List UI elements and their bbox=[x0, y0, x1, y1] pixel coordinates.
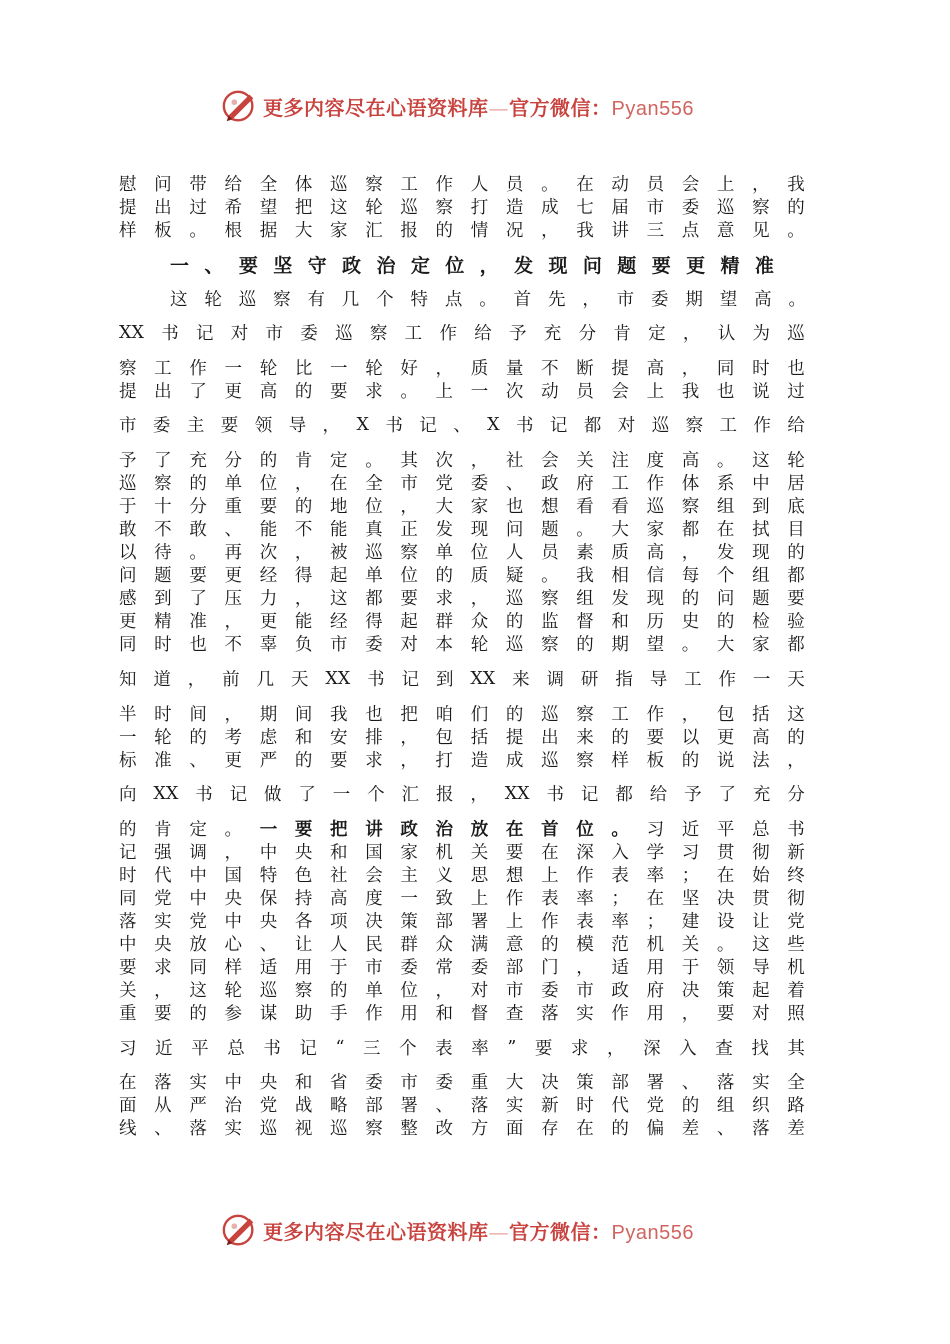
text-line: 向 XX 书 记 做 了 一 个 汇 报 ， XX 书 记 都 给 予 了 充 分 bbox=[119, 783, 805, 805]
text-line: 提 出 了 更 高 的 要 求 。 上 一 次 动 员 会 上 我 也 说 过 bbox=[119, 382, 805, 402]
text-line: 巡 察 的 单 位 ， 在 全 市 党 委 、 政 府 工 作 体 系 中 居 bbox=[119, 474, 805, 494]
banner-contact: 官方微信： bbox=[509, 95, 612, 120]
banner-account: Pyan556 bbox=[611, 1221, 694, 1244]
text-line: 线 、 落 实 巡 视 巡 察 整 改 方 面 存 在 的 偏 差 、 落 差 bbox=[119, 1119, 805, 1139]
text-line: 中 央 放 心 、 让 人 民 群 众 满 意 的 模 范 机 关 。 这 些 bbox=[119, 935, 805, 955]
text-line: 落 实 党 中 央 各 项 决 策 部 署 上 作 表 率 ； 建 设 让 党 bbox=[119, 912, 805, 932]
text-line: 时 代 中 国 特 色 社 会 主 义 思 想 上 作 表 率 ； 在 始 终 bbox=[119, 866, 805, 886]
text-line: 的 肯 定 。 一 要 把 讲 政 治 放 在 首 位 。 习 近 平 总 书 bbox=[119, 820, 805, 840]
text-line: 以 待 。 再 次 ， 被 巡 察 单 位 人 员 素 质 高 ， 发 现 的 bbox=[119, 543, 805, 563]
text-line: 市 委 主 要 领 导 ， X 书 记 、 X 书 记 都 对 巡 察 工 作 给 bbox=[119, 414, 805, 436]
text-line: 同 时 也 不 辜 负 市 委 对 本 轮 巡 察 的 期 望 。 大 家 都 bbox=[119, 635, 805, 655]
text-line: 敢 不 敢 、 能 不 能 真 正 发 现 问 题 。 大 家 都 在 拭 目 bbox=[119, 520, 805, 540]
text-line: 更 精 准 ， 更 能 经 得 起 群 众 的 监 督 和 历 史 的 检 验 bbox=[119, 612, 805, 632]
banner-title: 更多内容尽在心语资料库 bbox=[263, 1219, 489, 1244]
section-heading: 一 、 要 坚 守 政 治 定 位 ， 发 现 问 题 要 更 精 准 bbox=[170, 255, 774, 277]
text-line: 问 题 要 更 经 得 起 单 位 的 质 疑 。 我 相 信 每 个 组 都 bbox=[119, 566, 805, 586]
text-line: 半 时 间 ， 期 间 我 也 把 咱 们 的 巡 察 工 作 ， 包 括 这 bbox=[119, 705, 805, 725]
text-line: XX 书 记 对 市 委 巡 察 工 作 给 予 充 分 肯 定 ， 认 为 巡 bbox=[119, 322, 805, 344]
text-line: 标 准 、 更 严 的 要 求 ， 打 造 成 巡 察 样 板 的 说 法 ， bbox=[119, 751, 805, 771]
banner-account: Pyan556 bbox=[611, 97, 694, 120]
text-line: 知 道 ， 前 几 天 XX 书 记 到 XX 来 调 研 指 导 工 作 一 天 bbox=[119, 668, 805, 690]
text-line: 记 强 调 ， 中 央 和 国 家 机 关 要 在 深 入 学 习 贯 彻 新 bbox=[119, 843, 805, 863]
banner-separator: — bbox=[488, 1219, 509, 1244]
pen-logo-icon bbox=[221, 87, 259, 125]
pen-logo-icon bbox=[221, 1211, 259, 1249]
text-line: 习 近 平 总 书 记 “ 三 个 表 率 ” 要 求 ， 深 入 查 找 其 bbox=[119, 1037, 805, 1059]
text-line: 察 工 作 一 轮 比 一 轮 好 ， 质 量 不 断 提 高 ， 同 时 也 bbox=[119, 359, 805, 379]
text-line: 样 板 。 根 据 大 家 汇 报 的 情 况 ， 我 讲 三 点 意 见 。 bbox=[119, 221, 805, 241]
banner-title: 更多内容尽在心语资料库 bbox=[263, 95, 489, 120]
text-line: 予 了 充 分 的 肯 定 。 其 次 ， 社 会 关 注 度 高 。 这 轮 bbox=[119, 451, 805, 471]
header-banner bbox=[0, 84, 950, 128]
text-line: 在 落 实 中 央 和 省 委 市 委 重 大 决 策 部 署 、 落 实 全 bbox=[119, 1073, 805, 1093]
text-line: 慰 问 带 给 全 体 巡 察 工 作 人 员 。 在 动 员 会 上 ， 我 bbox=[119, 175, 805, 195]
text-line: 一 轮 的 考 虑 和 安 排 ， 包 括 提 出 来 的 要 以 更 高 的 bbox=[119, 728, 805, 748]
text-line: 面 从 严 治 党 战 略 部 署 、 落 实 新 时 代 党 的 组 织 路 bbox=[119, 1096, 805, 1116]
footer-banner bbox=[0, 1208, 950, 1252]
text-line: 感 到 了 压 力 ， 这 都 要 求 ， 巡 察 组 发 现 的 问 题 要 bbox=[119, 589, 805, 609]
text-line: 同 党 中 央 保 持 高 度 一 致 上 作 表 率 ； 在 坚 决 贯 彻 bbox=[119, 889, 805, 909]
text-line: 关 ， 这 轮 巡 察 的 单 位 ， 对 市 委 市 政 府 决 策 起 着 bbox=[119, 981, 805, 1001]
text-line: 提 出 过 希 望 把 这 轮 巡 察 打 造 成 七 届 市 委 巡 察 的 bbox=[119, 198, 805, 218]
text-line: 于 十 分 重 要 的 地 位 ， 大 家 也 想 看 看 巡 察 组 到 底 bbox=[119, 497, 805, 517]
banner-contact: 官方微信： bbox=[509, 1219, 612, 1244]
text-line: 要 求 同 样 适 用 于 市 委 常 委 部 门 ， 适 用 于 领 导 机 bbox=[119, 958, 805, 978]
text-line: 重 要 的 参 谋 助 手 作 用 和 督 查 落 实 作 用 ， 要 对 照 bbox=[119, 1004, 805, 1024]
banner-separator: — bbox=[488, 95, 509, 120]
text-line: 这 轮 巡 察 有 几 个 特 点 。 首 先 ， 市 委 期 望 高 。 bbox=[170, 290, 806, 310]
